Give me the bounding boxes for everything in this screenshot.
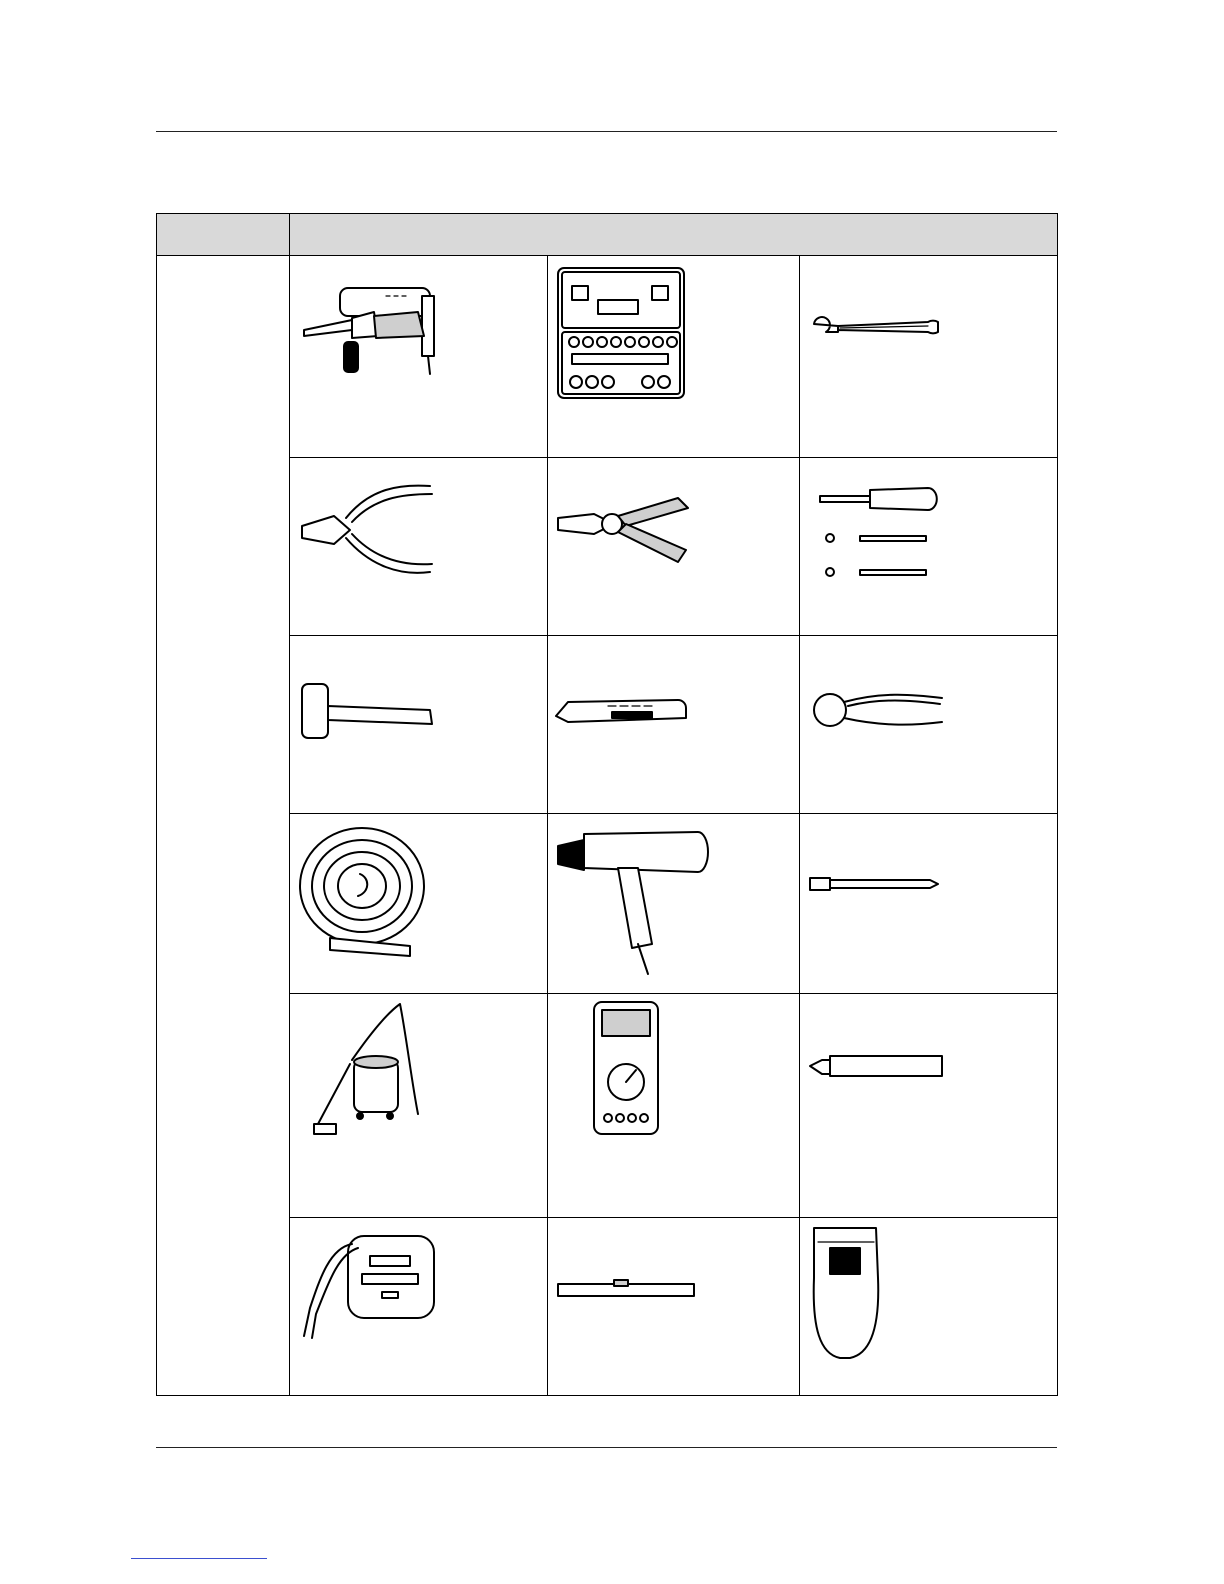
heat-gun-icon [548, 814, 798, 992]
table-row [157, 1218, 1058, 1396]
tool-cell [548, 814, 800, 994]
table-header-row [157, 214, 1058, 256]
tool-cell [290, 994, 548, 1218]
hammer-drill-icon [290, 256, 546, 456]
utility-knife-icon [548, 636, 798, 812]
footer-rule [156, 1447, 1057, 1448]
diagonal-pliers-icon [290, 458, 546, 634]
wire-stripper-icon [548, 458, 798, 634]
cable-tie-icon [800, 814, 1056, 992]
rubber-mallet-icon [290, 636, 546, 812]
tool-cell [548, 636, 800, 814]
table-row [157, 256, 1058, 458]
table-row [157, 814, 1058, 994]
tool-cell [290, 1218, 548, 1396]
cable-cutter-icon [800, 636, 1056, 812]
tool-cell [800, 814, 1058, 994]
level-icon [548, 1218, 798, 1394]
table-row [157, 994, 1058, 1218]
torque-screwdriver-icon [800, 458, 1056, 634]
header-rule [156, 131, 1057, 132]
marker-icon [800, 994, 1056, 1216]
header-cell-category [157, 214, 290, 256]
tool-cell [548, 994, 800, 1218]
tool-cell [800, 1218, 1058, 1396]
measuring-tape-icon [290, 1218, 546, 1394]
socket-wrench-set-icon [548, 256, 798, 456]
tool-cell [548, 256, 800, 458]
tool-cell [290, 256, 548, 458]
table-row [157, 458, 1058, 636]
vacuum-cleaner-icon [290, 994, 546, 1216]
tool-cell [800, 458, 1058, 636]
tool-cell [290, 636, 548, 814]
category-cell [157, 256, 290, 1396]
heat-shrink-tubing-icon [290, 814, 546, 992]
tool-cell [290, 458, 548, 636]
tool-cell [548, 1218, 800, 1396]
tool-cell [800, 636, 1058, 814]
tool-cell [290, 814, 548, 994]
tool-cell [800, 994, 1058, 1218]
tools-table [156, 213, 1058, 1396]
table-row [157, 636, 1058, 814]
multimeter-icon [548, 994, 798, 1216]
footer-link-underline [131, 1558, 267, 1559]
header-cell-tools [290, 214, 1058, 256]
tool-cell [800, 256, 1058, 458]
torque-wrench-icon [800, 256, 1056, 456]
tool-cell [548, 458, 800, 636]
stud-detector-icon [800, 1218, 1056, 1394]
